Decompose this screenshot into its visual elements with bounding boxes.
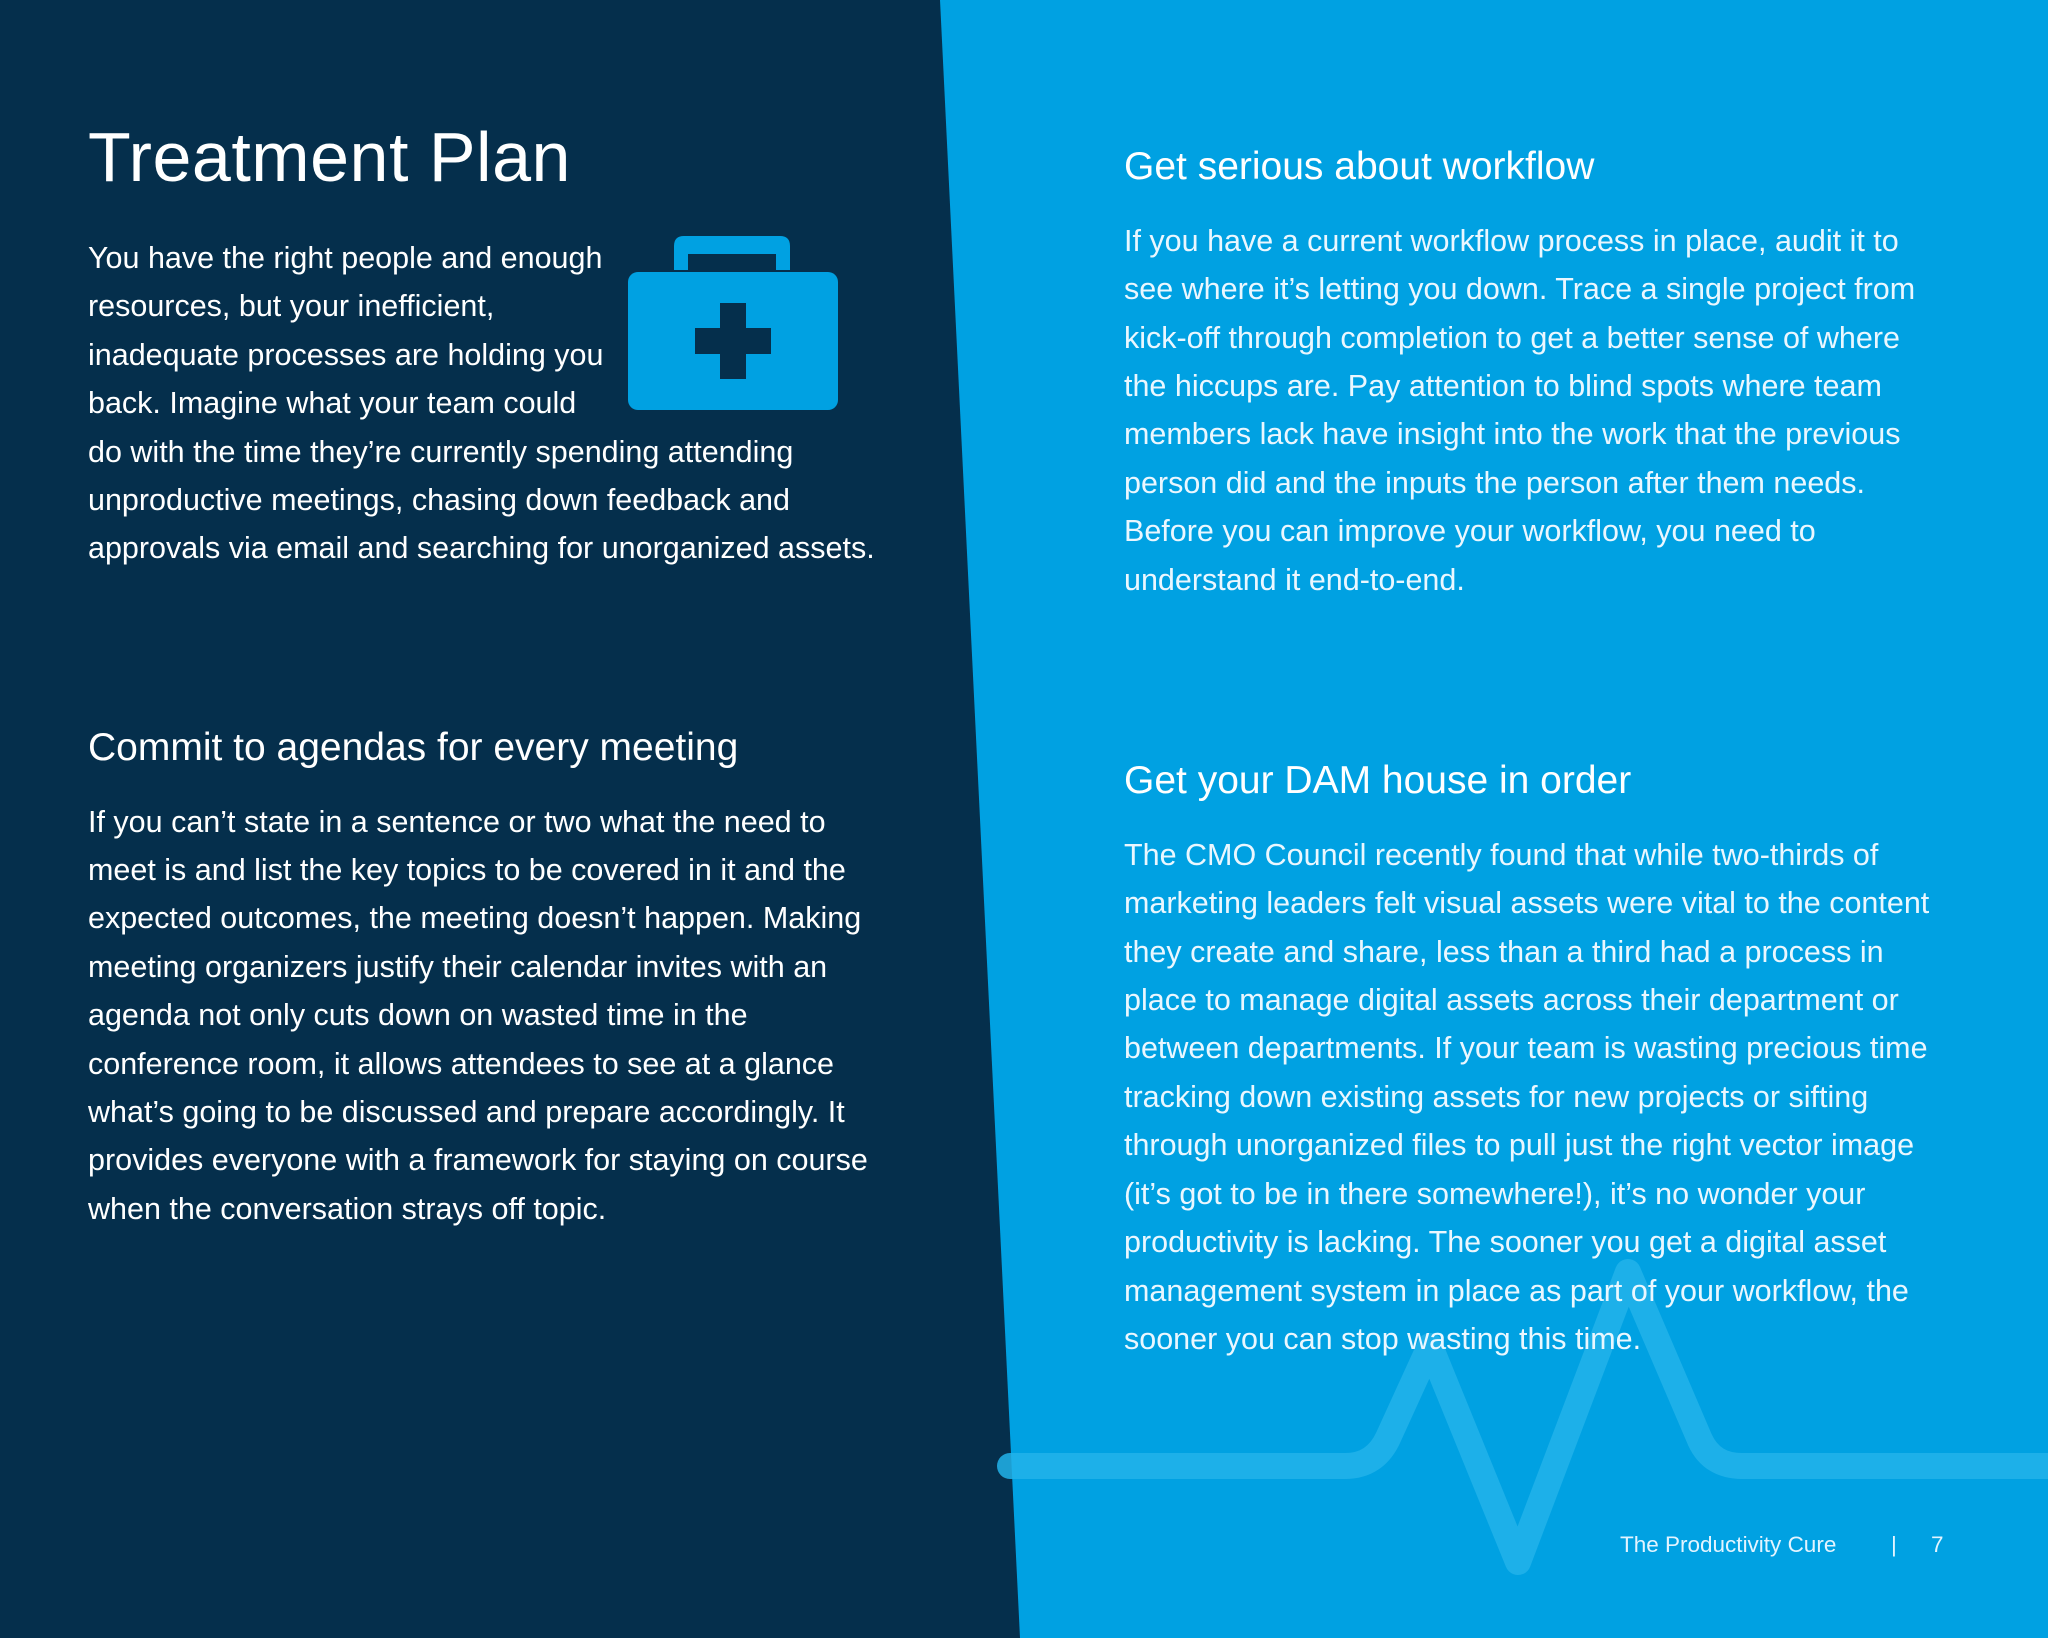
footer-document-title: The Productivity Cure	[1620, 1532, 1837, 1557]
footer-separator: |	[1891, 1532, 1897, 1557]
medical-kit-icon	[628, 234, 838, 410]
right-column	[1124, 144, 1948, 1363]
page-number: 7	[1931, 1532, 1944, 1557]
page-title: Treatment Plan	[88, 118, 571, 196]
section-heading-workflow: Get serious about workflow	[1124, 145, 1595, 188]
section-body-dam: The CMO Council recently found that while two-thirds of marketing leaders felt visual assets were vital to the content they create and share, less than a third had a process in place to manage digital assets across their department or between departments. If your team is wasting precious time tracking down existing assets for new projects or sifting through unorganized files to pull just the right vector image (it’s got to be in there somewhere!), it’s no wonder your productivity is lacking. The sooner you get a digital asset management system in place as part of your workflow, the sooner you can stop wasting this time.	[1124, 837, 1930, 1356]
intro-paragraph: You have the right people and enough resources, but your inefficient, inadequate processes are holding you back. Imagine what your team could do with the time they’re currently spending attending unproductive meetings, chasing down feedback and approvals via email and searching for unorganized assets.	[88, 241, 875, 566]
section-heading-agendas: Commit to agendas for every meeting	[88, 725, 739, 769]
section-body-workflow: If you have a current workflow process in place, audit it to see where it’s letting you down. Trace a single project from kick-off through completion to get a better sense of where the hiccups are. Pay attention to blind spots where team members lack have insight into the work that the previous person did and the inputs the person after them needs. Before you can improve your workflow, you need to understand it end-to-end.	[1124, 223, 1916, 597]
section-heading-dam: Get your DAM house in order	[1124, 759, 1632, 803]
section-body-agendas: If you can’t state in a sentence or two what the need to meet is and list the key topics to be covered in it and the expected outcomes, the meeting doesn’t happen. Making meeting organizers justify their calendar invites with an agenda not only cuts down on wasted time in the conference room, it allows attendees to see at a glance what’s going to be discussed and prepare accordingly. It provides everyone with a framework for staying on course when the conversation strays off topic.	[88, 804, 868, 1226]
left-column	[88, 118, 888, 1233]
page-footer	[1620, 1528, 1946, 1562]
